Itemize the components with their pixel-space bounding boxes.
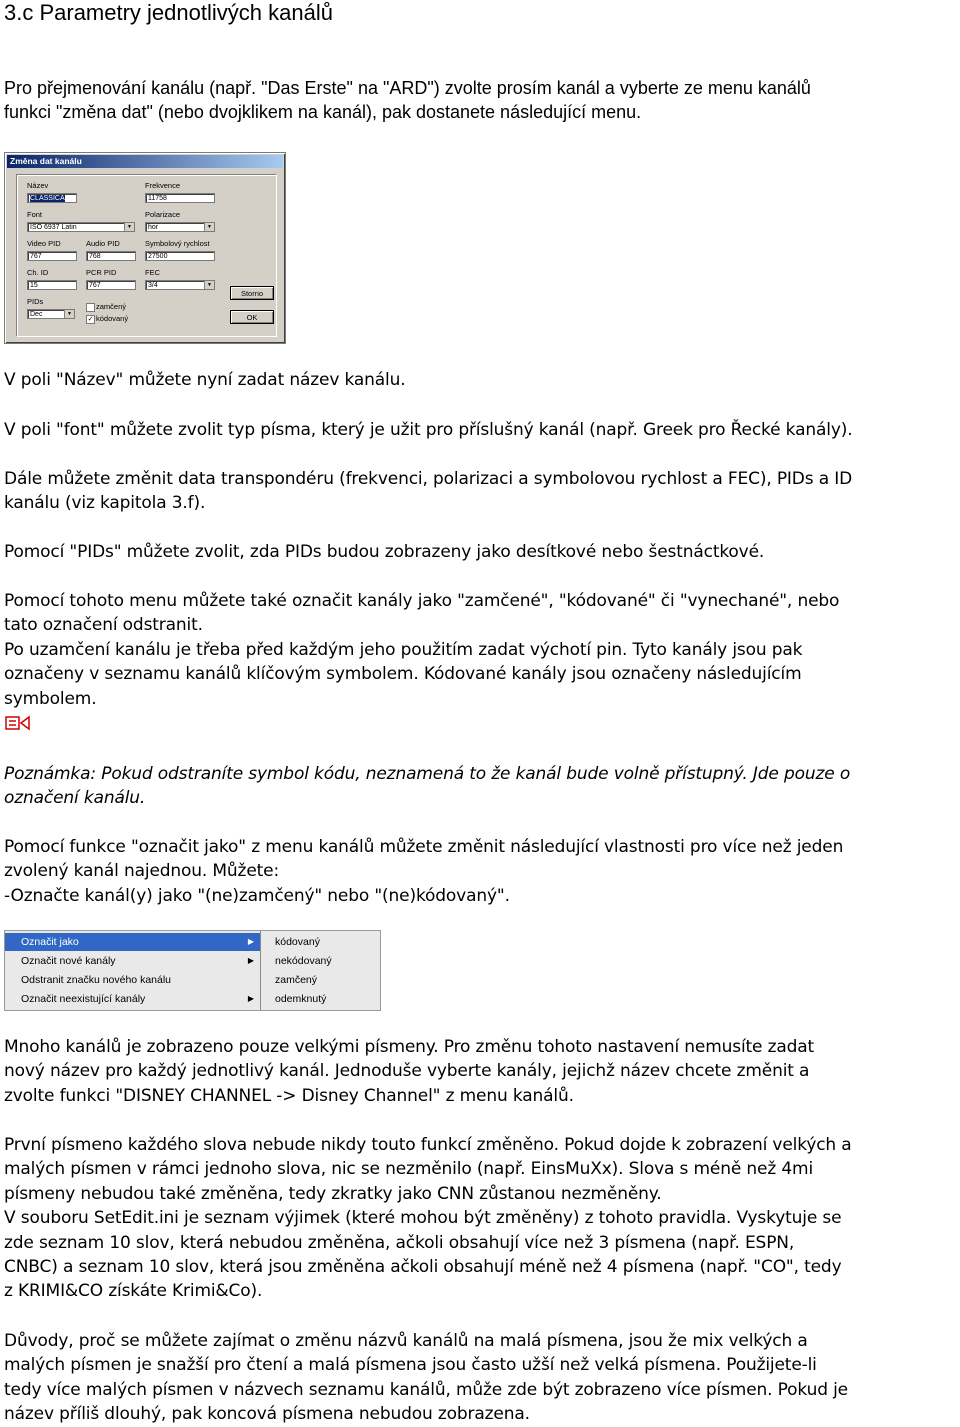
cancel-button[interactable]: Storno <box>230 286 274 300</box>
menu-right-column <box>261 931 380 1010</box>
text-line: název příliš dlouhý, pak koncová písmena nebudou zobrazena. <box>4 1404 530 1425</box>
pids-select[interactable]: Dec ▼ <box>27 309 75 319</box>
menu-item-mark-nonexistent[interactable]: Označit neexistující kanály ▶ <box>5 990 260 1008</box>
audio-pid-field[interactable]: 768 <box>86 251 136 261</box>
video-pid-label: Video PID <box>27 239 61 248</box>
text-line: kanálu (viz kapitola 3.f). <box>4 493 206 514</box>
menu-item-remove-new[interactable]: Odstranit značku nového kanálu <box>21 974 172 986</box>
pcr-pid-label: PCR PID <box>86 268 117 277</box>
section-title: 3.c Parametry jednotlivých kanálů <box>4 0 333 25</box>
dialog-title: Změna dat kanálu <box>7 155 283 168</box>
video-pid-field[interactable]: 767 <box>27 251 77 261</box>
chevron-down-icon[interactable]: ▼ <box>124 223 134 231</box>
encrypted-checkbox[interactable]: ✓ <box>87 316 94 323</box>
paragraph-font-field: V poli "font" můžete zvolit typ písma, který je užit pro příslušný kanál (např. Greek pro Řecké kanály). <box>4 420 853 440</box>
font-select[interactable]: ISO 6937 Latin ▼ <box>27 222 135 232</box>
frequency-field[interactable]: 11758 <box>145 193 215 203</box>
symbol-rate-field[interactable]: 27500 <box>145 251 215 261</box>
text-line: Dále můžete změnit data transpondéru (frekvenci, polarizaci a symbolovou rychlost a FEC), PIDs a ID <box>4 469 853 489</box>
text-line: funkci "změna dat" (nebo dvojklikem na kanál), pak dostanete následující menu. <box>4 102 642 123</box>
text-line: Poznámka: Pokud odstraníte symbol kódu, neznamená to že kanál bude volně přístupný. Jde pouze o <box>4 764 851 784</box>
text-line: písmeny nebudou také změněna, tedy zkratky jako CNN zůstanou nezměněny. <box>4 1183 662 1204</box>
text-line: zde seznam 10 slov, která nebudou změněna, ačkoli obsahují více než 3 písmena (např. ESPN, <box>4 1232 795 1253</box>
text-line: tato označení odstranit. <box>4 615 203 636</box>
text-line: nový název pro každý jednotlivý kanál. Jednoduše vyberte kanály, jejichž název chcete změnit a <box>4 1061 810 1082</box>
note-paragraph <box>4 762 958 811</box>
fec-select[interactable]: 3/4 ▼ <box>145 280 215 290</box>
change-channel-dialog <box>4 152 286 344</box>
submenu-item-locked[interactable]: zamčený <box>275 974 318 986</box>
text-line: V souboru SetEdit.ini je seznam výjimek (které mohou být změněny) z tohoto pravidla. Vyskytuje se <box>4 1208 842 1229</box>
polarization-label: Polarizace <box>145 210 181 219</box>
fec-label: FEC <box>145 268 160 277</box>
paragraph-marking <box>4 589 958 711</box>
chevron-down-icon[interactable]: ▼ <box>204 223 214 231</box>
text-line: označeny v seznamu kanálů klíčovým symbolem. Kódované kanály jsou označeny následujícím <box>4 664 802 685</box>
text-line: Důvody, proč se můžete zajímat o změnu názvů kanálů na malá písmena, jsou že mix velkých a <box>4 1331 808 1351</box>
text-line: Mnoho kanálů je zobrazeno pouze velkými písmeny. Pro změnu tohoto nastavení nemusíte zadat <box>4 1037 815 1057</box>
chevron-right-icon: ▶ <box>247 994 254 1003</box>
paragraph-name-field: V poli "Název" můžete nyní zadat název kanálu. <box>4 370 406 390</box>
audio-pid-label: Audio PID <box>86 239 120 248</box>
mark-as-menu <box>4 930 381 1011</box>
text-line: z KRIMI&CO získáte Krimi&Co). <box>4 1281 263 1302</box>
encrypted-label: kódovaný <box>96 314 129 323</box>
text-line: Po uzamčení kanálu je třeba před každým jeho použitím zadat výchotí pin. Tyto kanály jsou pak <box>4 639 803 660</box>
channel-id-field[interactable]: 15 <box>27 280 77 290</box>
pcr-pid-field[interactable]: 767 <box>86 280 136 290</box>
text-line: malých písmen v rámci jednoho slova, nic se nezměnilo (např. EinsMuXx). Slova s méně než 4mi <box>4 1159 814 1180</box>
ok-button[interactable]: OK <box>230 310 274 324</box>
text-line: symbolem. <box>4 688 97 709</box>
text-line: Pro přejmenování kanálu (např. "Das Erste" na "ARD") zvolte prosím kanál a vyberte ze menu kanálů <box>4 78 811 98</box>
menu-left-column <box>5 931 261 1010</box>
symbol-rate-label: Symbolový rychlost <box>145 239 210 248</box>
menu-item-mark-as[interactable]: Označit jako ▶ <box>5 933 260 951</box>
locked-checkbox[interactable] <box>86 303 95 312</box>
chevron-right-icon: ▶ <box>247 937 254 946</box>
submenu-item-unlocked[interactable]: odemknutý <box>275 993 327 1005</box>
text-line: označení kanálu. <box>4 788 146 809</box>
text-line: tedy více malých písmen v názvech seznamu kanálů, může zde být zobrazeno více písmen. Pokud je <box>4 1379 848 1400</box>
chevron-right-icon: ▶ <box>247 956 254 965</box>
paragraph-pids: Pomocí "PIDs" můžete zvolit, zda PIDs budou zobrazeny jako desítkové nebo šestnáctkové. <box>4 542 765 562</box>
paragraph-uppercase <box>4 1035 958 1108</box>
paragraph-transponder <box>4 467 958 516</box>
text-line: Pomocí tohoto menu můžete také označit kanály jako "zamčené", "kódované" či "vynechané", nebo <box>4 591 840 611</box>
name-label: Název <box>27 181 49 190</box>
paragraph-first-letter <box>4 1133 958 1304</box>
paragraph-reasons <box>4 1329 958 1427</box>
encrypted-symbol-icon <box>5 714 31 732</box>
menu-item-mark-new[interactable]: Označit nové kanály ▶ <box>5 952 260 970</box>
frequency-label: Frekvence <box>145 181 181 190</box>
submenu-item-encrypted[interactable]: kódovaný <box>275 936 320 948</box>
text-line: První písmeno každého slova nebude nikdy touto funkcí změněno. Pokud dojde k zobrazení velkých a <box>4 1135 852 1155</box>
channel-id-label: Ch. ID <box>27 268 49 277</box>
text-line: CNBC) a seznam 10 slov, která jsou změněna ačkoli obsahují méně než 4 písmena (např. "CO", tedy <box>4 1257 842 1278</box>
text-line: zvolte funkci "DISNEY CHANNEL -> Disney Channel" z menu kanálů. <box>4 1085 574 1106</box>
locked-label: zamčený <box>96 302 127 311</box>
text-line: -Označte kanál(y) jako "(ne)zamčený" nebo "(ne)kódovaný". <box>4 885 510 906</box>
chevron-down-icon[interactable]: ▼ <box>204 281 214 289</box>
text-line: malých písmen je snažší pro čtení a malá písmena jsou často užší než velká písmena. Použijete-li <box>4 1355 817 1376</box>
pids-label: PIDs <box>27 297 44 306</box>
font-label: Font <box>27 210 43 219</box>
submenu-item-unencrypted[interactable]: nekódovaný <box>275 955 332 967</box>
paragraph-mark-as <box>4 835 958 908</box>
chevron-down-icon[interactable]: ▼ <box>64 310 74 318</box>
intro-paragraph <box>4 76 958 125</box>
name-field[interactable]: CLASSICA <box>27 193 77 203</box>
polarization-select[interactable]: hor ▼ <box>145 222 215 232</box>
text-line: Pomocí funkce "označit jako" z menu kanálů můžete změnit následující vlastnosti pro více než jeden <box>4 837 844 857</box>
text-line: zvolený kanál najednou. Můžete: <box>4 861 280 882</box>
